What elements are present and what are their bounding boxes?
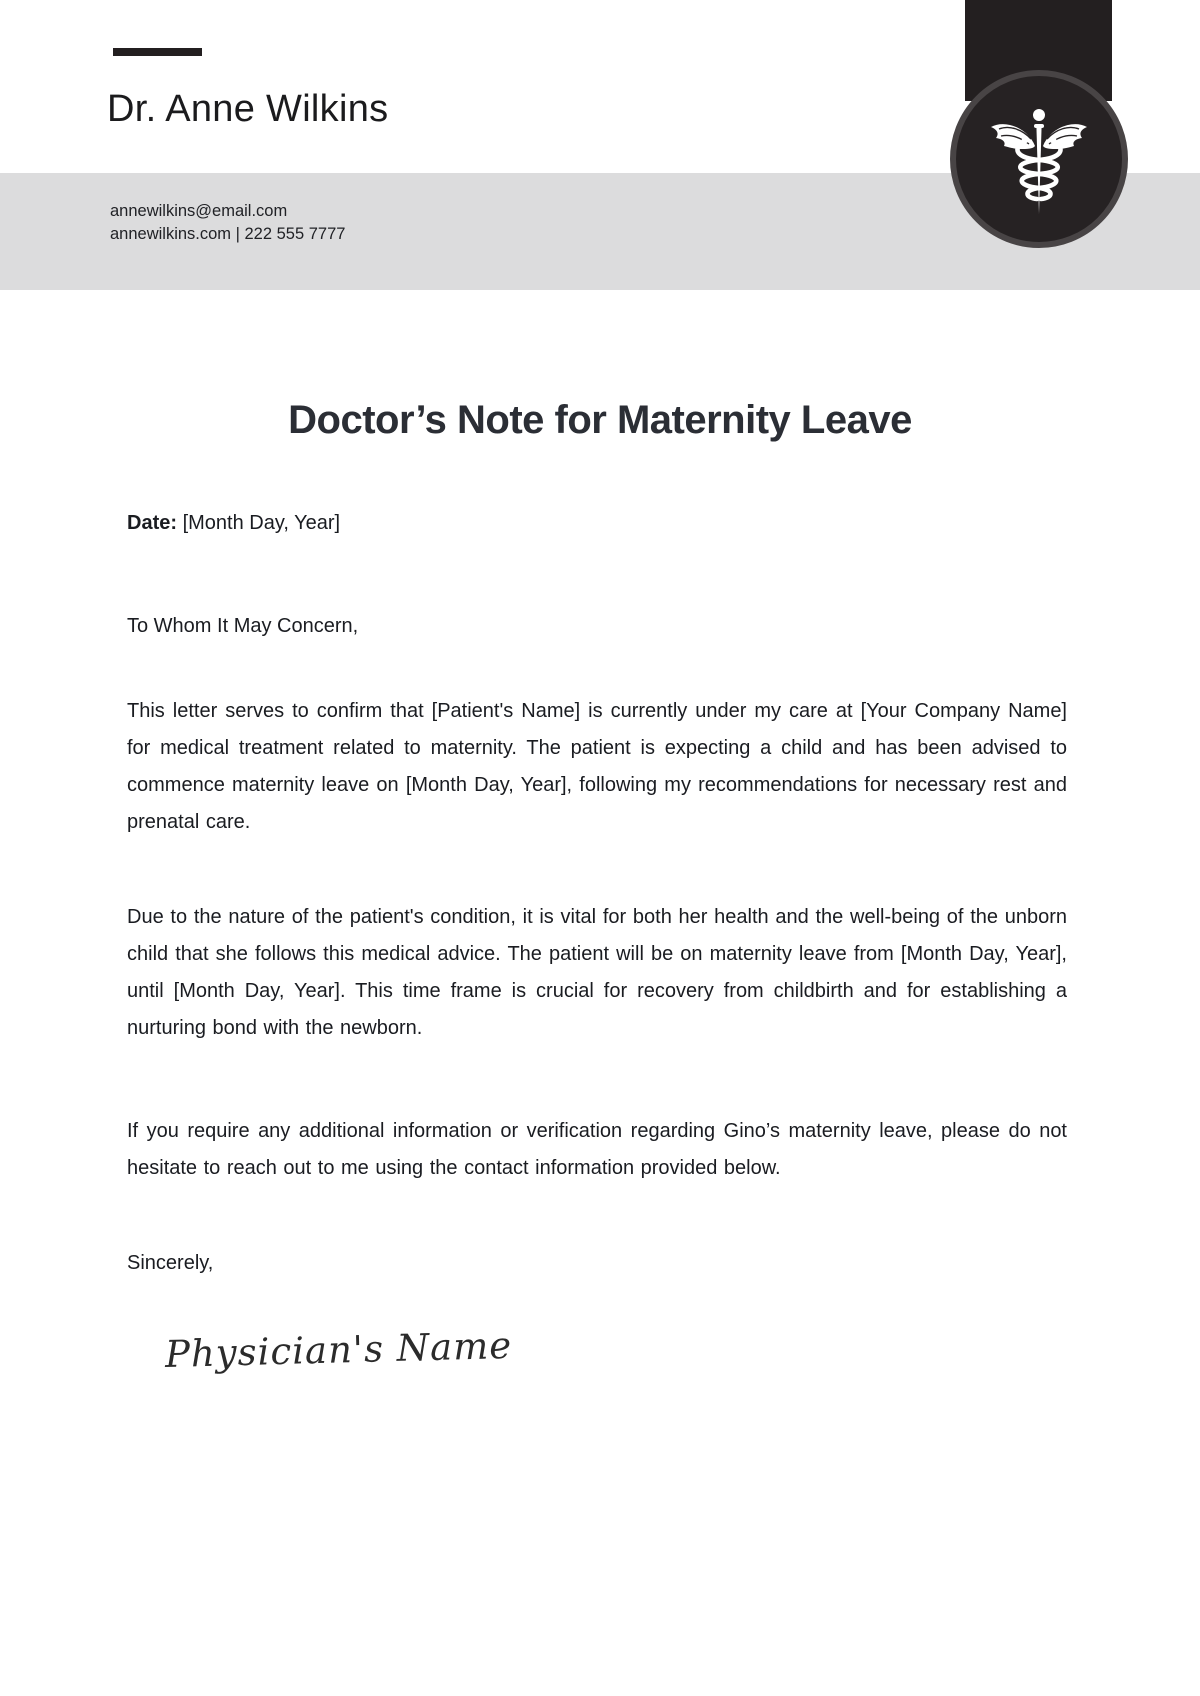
accent-dash [113,48,202,56]
salutation: To Whom It May Concern, [127,615,359,637]
doctor-name: Dr. Anne Wilkins [107,88,389,130]
letter-body [127,505,1067,1376]
closing: Sincerely, [127,1252,214,1274]
paragraph-1: This letter serves to confirm that [Patient's Name] is currently under my care at [Your Company Name] for medical treatment related to maternity. The patient is expecting a child and has been advised to commence maternity leave on [Month Day, Year], following my recommendations for necessary rest and prenatal care. [127,700,1067,833]
caduceus-icon [987,106,1091,218]
signature-script: Physician's Name [164,1323,513,1376]
date-value: [Month Day, Year] [182,512,341,534]
medical-badge [950,70,1128,248]
contact-email: annewilkins@email.com [110,202,288,220]
paragraph-3: If you require any additional information or verification regarding Gino’s maternity leave, please do not hesitate to reach out to me using the contact information provided below. [127,1120,1067,1179]
contact-website-phone: annewilkins.com | 222 555 7777 [110,224,346,243]
date-line [127,505,1067,542]
document-title: Doctor’s Note for Maternity Leave [288,398,912,442]
date-label: Date: [127,512,183,534]
paragraph-2: Due to the nature of the patient's condition, it is vital for both her health and the well-being of the unborn child that she follows this medical advice. The patient will be on maternity leave from [Month Day, Year], until [Month Day, Year]. This time frame is crucial for recovery from childbirth and for establishing a nurturing bond with the newborn. [127,906,1067,1039]
contact-info [110,200,345,245]
